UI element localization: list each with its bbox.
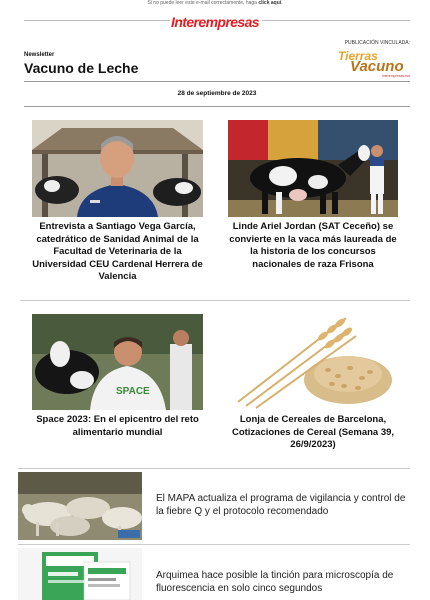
list-item-1-photo[interactable] <box>18 472 142 540</box>
top-note <box>0 0 430 6</box>
top-note-end: . <box>281 0 283 6</box>
card-1-title[interactable]: Entrevista a Santiago Vega García, catedrático de Sanidad Animal de la Facultad de Veterinaria de la Universidad CEU Cardenal Herrera de Valencia <box>32 221 203 282</box>
list-separator-1 <box>18 468 410 469</box>
card-2-title[interactable]: Linde Ariel Jordan (SAT Ceceño) se convierte en la vaca más laureada de la historia de los concursos nacionales de raza Frisona <box>229 221 397 270</box>
list-separator-2 <box>18 544 410 545</box>
logo-line1: Tierras <box>338 49 378 63</box>
newsletter-label: Newsletter <box>24 52 55 58</box>
card-4-photo[interactable] <box>228 314 398 410</box>
tierras-vacuno-logo[interactable] <box>330 46 412 80</box>
card-3-photo-text: SPACE <box>116 386 150 397</box>
logo-sub: Interempresas.net <box>381 74 410 78</box>
header-rule-bottom <box>24 106 410 107</box>
list-item-1-text[interactable]: El MAPA actualiza el programa de vigilancia y control de la fiebre Q y el protocolo recomendado <box>156 493 406 517</box>
list-item-2-photo[interactable] <box>18 548 142 600</box>
date: 28 de septiembre de 2023 <box>177 90 257 97</box>
cards-separator <box>20 300 410 301</box>
card-4-title[interactable]: Lonja de Cereales de Barcelona, Cotizaciones de Cereal (Semana 39, 26/9/2023) <box>231 414 395 450</box>
top-note-text: Si no puede leer este e-mail correctamente, haga <box>147 0 259 6</box>
header-rule-top <box>24 81 410 82</box>
card-3-photo[interactable] <box>32 314 203 410</box>
brand-line-right <box>262 20 410 21</box>
click-here-link[interactable]: click aquí <box>258 0 282 6</box>
card-3-title[interactable]: Space 2023: En el epicentro del reto alimentario mundial <box>36 414 199 438</box>
brand-name: Interempresas <box>171 14 259 30</box>
card-1-photo[interactable] <box>32 120 203 217</box>
logo-line2: Vacuno <box>350 58 404 75</box>
interempresas-logo[interactable] <box>171 11 259 33</box>
brand-line-left <box>24 20 170 21</box>
list-item-2-text[interactable]: Arquimea hace posible la tinción para microscopía de fluorescencia en solo cinco segundos <box>156 570 394 594</box>
page-title: Vacuno de Leche <box>24 60 139 76</box>
card-2-photo[interactable] <box>228 120 398 217</box>
publication-label: PUBLICACIÓN VINCULADA: <box>344 40 410 46</box>
